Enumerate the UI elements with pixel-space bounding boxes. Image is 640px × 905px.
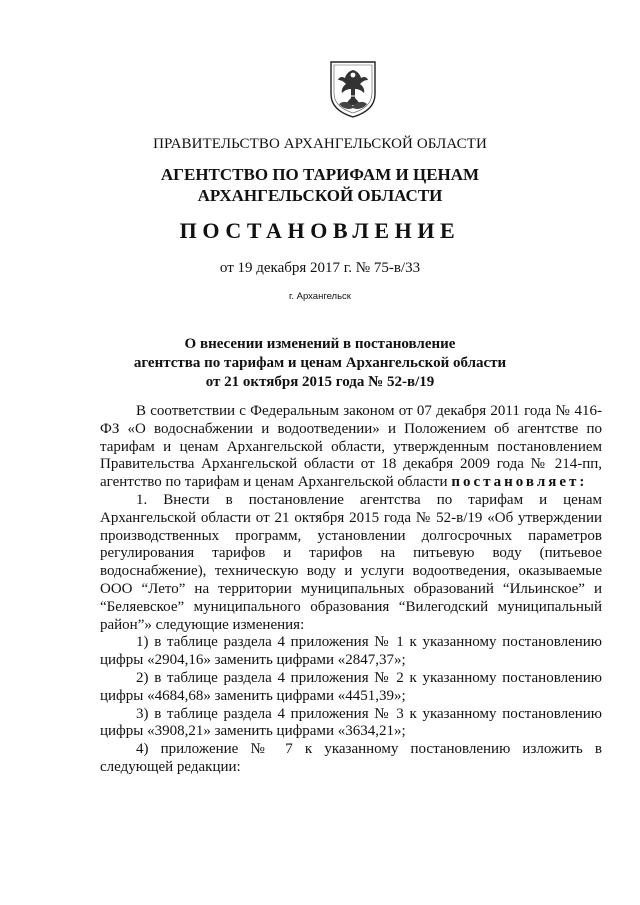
sub-item-4: 4) приложение № 7 к указанному постановлению изложить в следующей редакции: [100,741,602,775]
preamble-paragraph [100,403,602,492]
agency-name-line2: АРХАНГЕЛЬСКОЙ ОБЛАСТИ [197,186,443,205]
document-dateline: от 19 декабря 2017 г. № 75-в/33 [219,260,421,276]
document-type-title: ПОСТАНОВЛЕНИЕ [179,218,461,243]
sub-item-2: 2) в таблице раздела 4 приложения № 2 к указанному постановлению цифры «4684,68» заменить цифрами «4451,39»; [100,669,602,704]
item-1-paragraph: 1. Внести в постановление агентства по тарифам и ценам Архангельской области от 21 октября 2015 года № 52-в/19 «Об утверждении производственных программ, установлении долгосрочных параметров регулирования тарифов и тарифов на питьевую воду (питьевое водоснабжение), техническую воду и услуги водоотведения, оказываемые ООО “Лето” на территории муниципальных образований “Ильинское” и “Беляевское” муниципального образования “Вилегодский муниципальный район”» следующие изменения: [100,491,602,633]
agency-name [0,164,640,206]
agency-name-line1: АГЕНТСТВО ПО ТАРИФАМ И ЦЕНАМ [160,165,480,184]
sub-item-1: 1) в таблице раздела 4 приложения № 1 к указанному постановлению цифры «2904,16» заменить цифрами «2847,37»; [100,634,602,669]
sub-item-3: 3) в таблице раздела 4 приложения № 3 к указанному постановлению цифры «3908,21» заменить цифрами «3634,21»; [100,705,602,740]
document-subject [0,335,640,392]
arkhangelsk-coat-of-arms-icon [329,60,377,118]
preamble-text: В соответствии с Федеральным законом от 07 декабря 2011 года № 416-ФЗ «О водоснабжении и водоотведении» и Положением об агентстве по тарифам и ценам Архангельской области, утвержденным постановлением Правительства Архангельской области от 18 декабря 2009 года № 214-пп, агентство по тарифам и ценам Архангельской области [100,403,602,491]
resolves-keyword: постановляет: [451,474,588,491]
subject-line3: от 21 октября 2015 года № 52-в/19 [205,374,435,390]
government-name: ПРАВИТЕЛЬСТВО АРХАНГЕЛЬСКОЙ ОБЛАСТИ [153,136,487,152]
document-body [100,403,602,777]
document-city: г. Архангельск [289,291,351,302]
subject-line2: агентства по тарифам и ценам Архангельской области [133,355,507,371]
subject-line1: О внесении изменений в постановление [184,336,456,352]
